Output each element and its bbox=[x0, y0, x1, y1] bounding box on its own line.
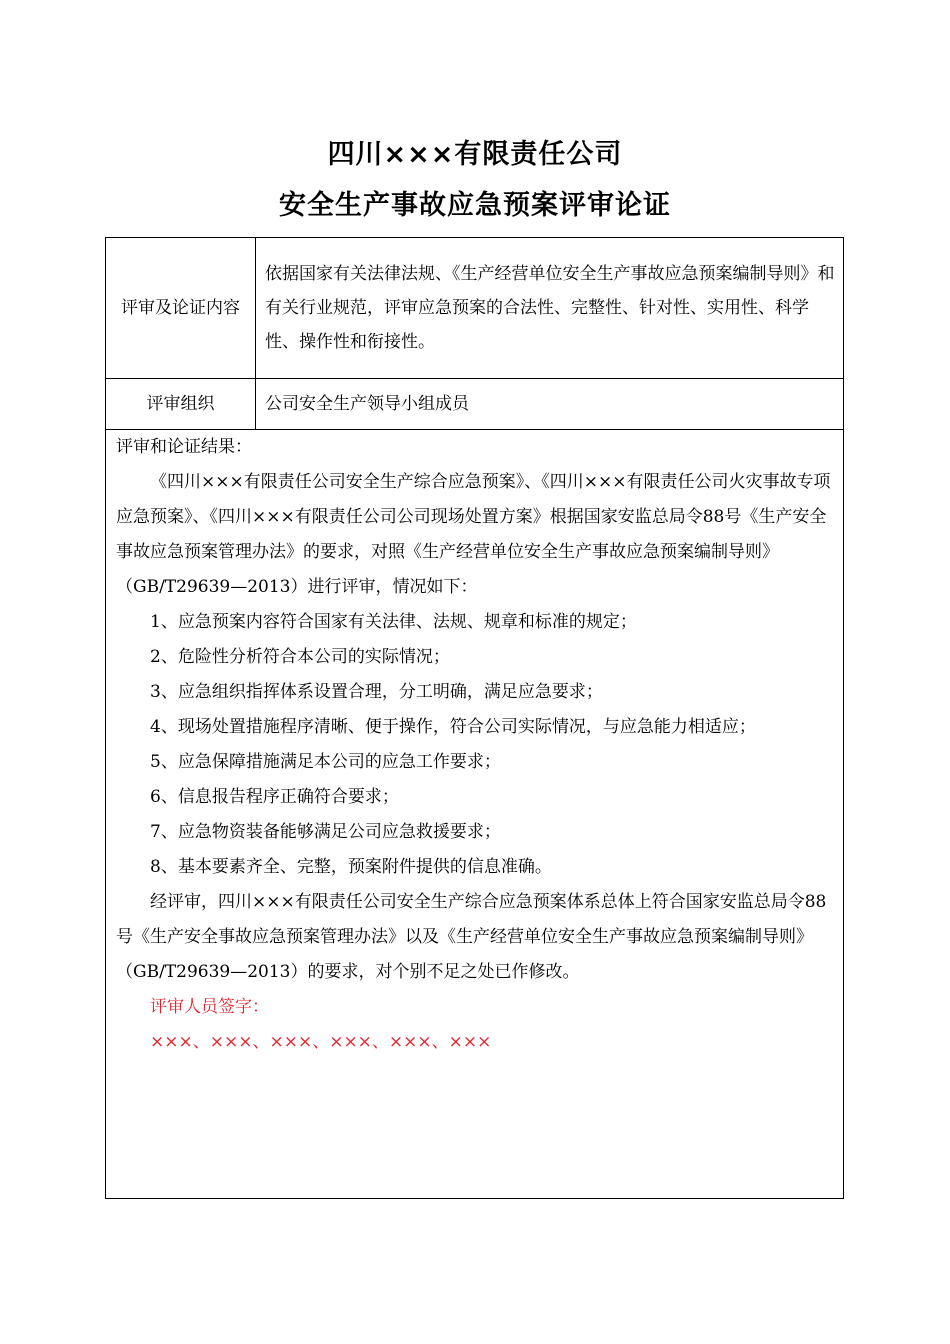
result-item-3: 3、应急组织指挥体系设置合理，分工明确，满足应急要求； bbox=[150, 682, 603, 702]
signature-names: ×××、×××、×××、×××、×××、××× bbox=[150, 1032, 492, 1052]
result-item-4: 4、现场处置措施程序清晰、便于操作，符合公司实际情况，与应急能力相适应； bbox=[150, 717, 756, 737]
result-intro-paragraph: 《四川×××有限责任公司安全生产综合应急预案》、《四川×××有限责任公司火灾事故专项应急预案》、《四川×××有限责任公司公司现场处置方案》根据国家安监总局令88号《生产安全事故应急预案管理办法》的要求，对照《生产经营单位安全生产事故应急预案编制导则》（GB/T29639—2013）进行评审，情况如下： bbox=[116, 472, 831, 597]
result-item-8: 8、基本要素齐全、完整，预案附件提供的信息准确。 bbox=[150, 857, 552, 877]
review-result-row bbox=[106, 430, 844, 1199]
review-content-label: 评审及论证内容 bbox=[106, 238, 256, 379]
result-item-6: 6、信息报告程序正确符合要求； bbox=[150, 787, 399, 807]
review-form-table bbox=[105, 237, 844, 1199]
review-content-row bbox=[106, 238, 844, 379]
result-heading: 评审和论证结果： bbox=[116, 437, 252, 457]
review-content-text: 依据国家有关法律法规、《生产经营单位安全生产事故应急预案编制导则》和有关行业规范，评审应急预案的合法性、完整性、针对性、实用性、科学性、操作性和衔接性。 bbox=[256, 238, 844, 379]
result-item-2: 2、危险性分析符合本公司的实际情况； bbox=[150, 647, 450, 667]
review-organization-text: 公司安全生产领导小组成员 bbox=[256, 379, 844, 430]
signature-label: 评审人员签字： bbox=[150, 997, 269, 1017]
review-organization-label: 评审组织 bbox=[106, 379, 256, 430]
document-subtitle: 安全生产事故应急预案评审论证 bbox=[279, 190, 671, 221]
document-title: 四川×××有限责任公司 bbox=[327, 139, 623, 170]
review-organization-row bbox=[106, 379, 844, 430]
review-result-cell bbox=[106, 430, 844, 1199]
result-conclusion-paragraph: 经评审，四川×××有限责任公司安全生产综合应急预案体系总体上符合国家安监总局令88号《生产安全事故应急预案管理办法》以及《生产经营单位安全生产事故应急预案编制导则》（GB/T29639—2013）的要求，对个别不足之处已作修改。 bbox=[116, 892, 827, 982]
result-item-5: 5、应急保障措施满足本公司的应急工作要求； bbox=[150, 752, 501, 772]
result-item-7: 7、应急物资装备能够满足公司应急救援要求； bbox=[150, 822, 501, 842]
result-item-1: 1、应急预案内容符合国家有关法律、法规、规章和标准的规定； bbox=[150, 612, 637, 632]
